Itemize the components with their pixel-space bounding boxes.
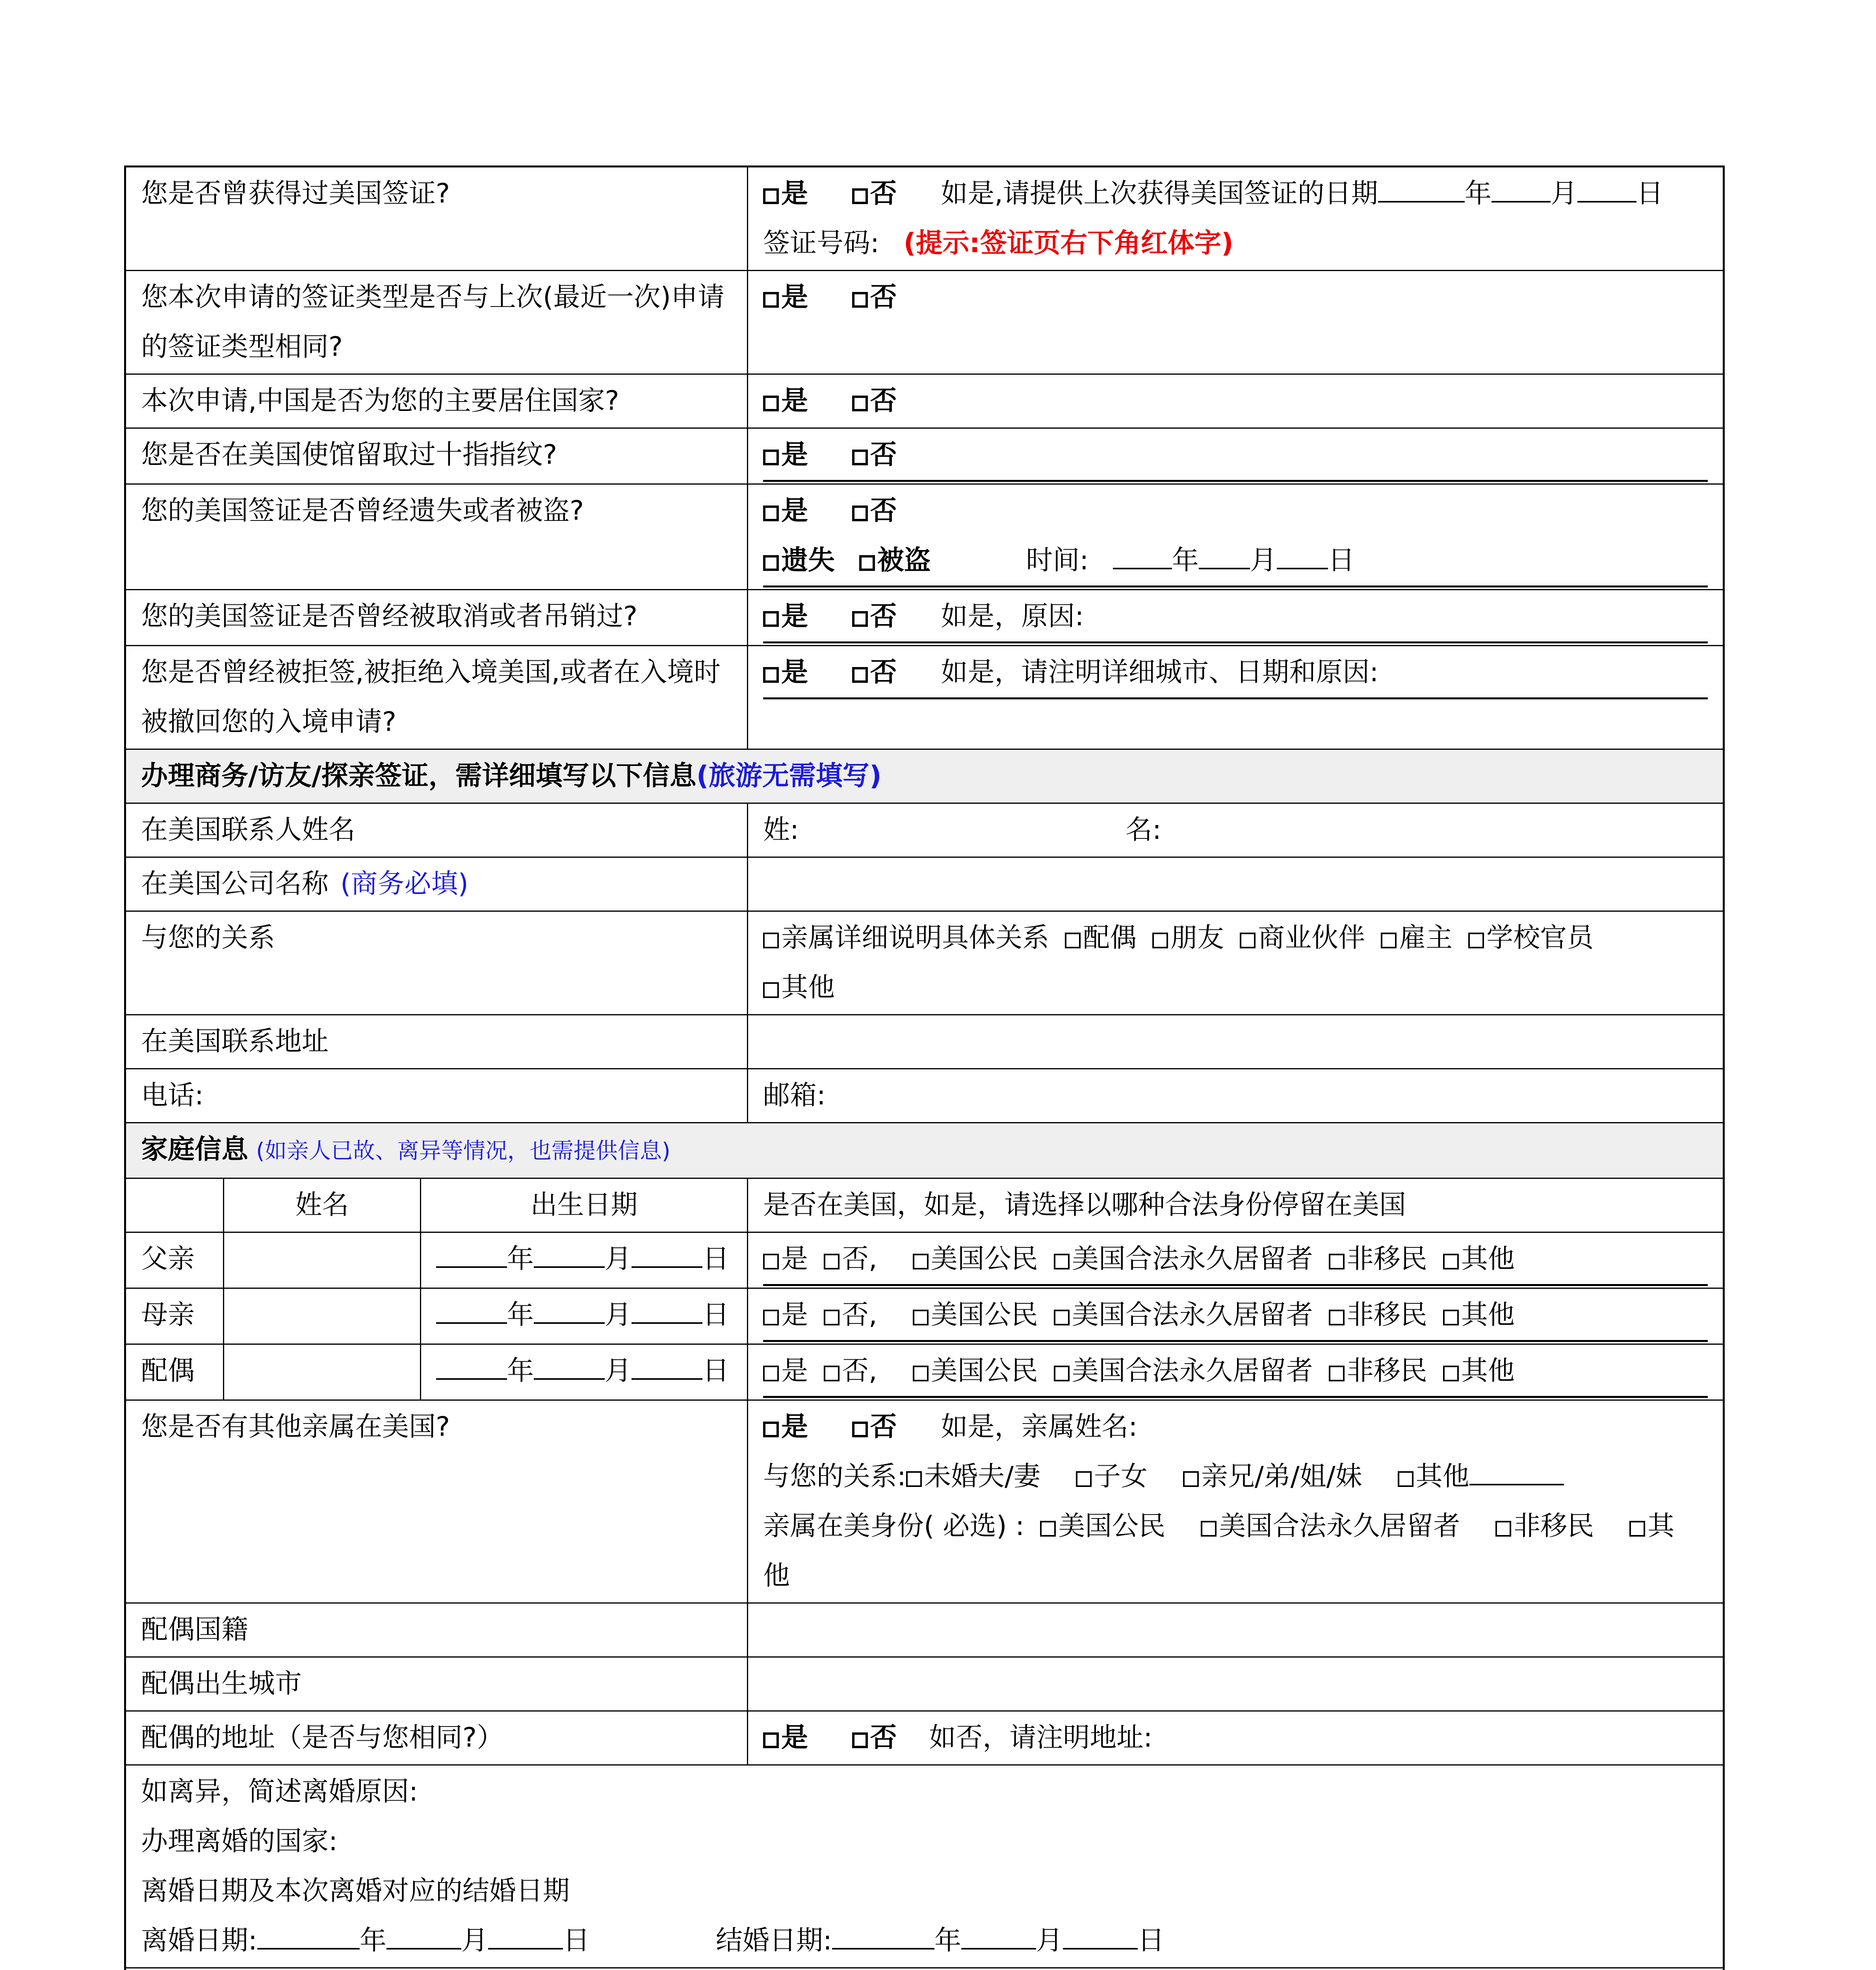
residence-yes[interactable]: 是 [763,385,808,416]
status-other[interactable]: 其他 [1443,1243,1515,1275]
relative-other-field[interactable] [1469,1460,1564,1485]
refused-no[interactable]: 否 [852,657,897,688]
business-header-note: (旅游无需填写) [696,760,882,792]
row-revoked: 您的美国签证是否曾经被取消或者吊销过? 是 否 如是，原因: [125,590,1724,646]
checkbox-icon [763,396,779,411]
business-header: 办理商务/访友/探亲签证，需详细填写以下信息 [141,760,697,792]
checkbox-icon [763,933,779,948]
divorce-day-field[interactable] [488,1924,563,1950]
divorce-year-field[interactable] [257,1924,360,1950]
checkbox-icon [1040,1521,1056,1537]
status-nonimmigrant[interactable]: 非移民 [1329,1355,1427,1386]
status-no[interactable]: 否, [824,1299,877,1331]
checkbox-icon [852,292,868,308]
refused-yes[interactable]: 是 [763,657,808,688]
prev-visa-year-field[interactable] [1378,177,1465,203]
prev-visa-day-field[interactable] [1577,177,1636,203]
family-name-field[interactable] [224,1344,421,1400]
row-residence [125,374,1724,428]
company-note: (商务必填) [340,868,469,900]
checkbox-icon [852,396,868,411]
family-birth-field[interactable]: 年 月 日 [421,1232,748,1288]
relative-relation-option[interactable]: 亲兄/弟/姐/妹 [1183,1461,1362,1492]
checkbox-icon [763,1310,779,1325]
status-permanent[interactable]: 美国合法永久居留者 [1054,1243,1313,1275]
row-same-type [125,271,1724,374]
checkbox-icon [1381,933,1397,948]
relatives-no[interactable]: 否 [852,1411,897,1442]
row-family-header [125,1123,1724,1178]
checkbox-icon [1065,933,1081,948]
checkbox-icon [763,450,779,465]
relative-status-option[interactable]: 其 [1629,1511,1674,1542]
revoked-no[interactable]: 否 [852,601,897,632]
lost-stolen[interactable]: 被盗 [859,545,931,576]
marriage-day-field[interactable] [1063,1924,1138,1950]
fingerprint-yes[interactable]: 是 [763,439,808,470]
status-nonimmigrant[interactable]: 非移民 [1329,1243,1427,1275]
checkbox-icon [1054,1310,1070,1325]
relation-option[interactable]: 商业伙伴 [1240,922,1365,953]
relation-options [748,911,1724,1015]
marriage-month-field[interactable] [961,1924,1036,1950]
lost-lost[interactable]: 遗失 [763,545,835,576]
row-fingerprint [125,428,1724,484]
lost-year-field[interactable] [1113,544,1172,569]
family-row: 配偶 年 月 日 是 否, 美国公民 美国合法永久居留者 非移民 其他 [125,1344,1724,1400]
phone-field[interactable]: 电话: [125,1069,748,1123]
row-refused: 您是否曾经被拒签,被拒绝入境美国,或者在入境时被撤回您的入境申请? 是 否 如是，请注明详细城市、日期和原因: [125,646,1724,749]
checkbox-icon [763,667,779,683]
status-citizen[interactable]: 美国公民 [913,1243,1038,1275]
revoked-yes[interactable]: 是 [763,601,808,632]
family-row: 父亲 年 月 日 是 否, 美国公民 美国合法永久居留者 非移民 其他 [125,1232,1724,1288]
residence-question: 本次申请,中国是否为您的主要居住国家? [125,374,748,428]
checkbox-icon [1201,1521,1217,1537]
prev-visa-question: 您是否曾获得过美国签证? [125,167,748,271]
relatives-yes[interactable]: 是 [763,1411,808,1442]
relative-relation-option[interactable]: 其他 [1398,1461,1469,1492]
lost-day-field[interactable] [1277,544,1328,569]
checkbox-icon [852,450,868,465]
spouse-nationality-field[interactable] [748,1603,1724,1657]
checkbox-icon [763,555,779,571]
checkbox-icon [852,1732,868,1748]
status-yes[interactable]: 是 [763,1355,808,1386]
relative-status-option[interactable]: 美国合法永久居留者 [1201,1511,1460,1542]
visa-number-hint: (提示:签证页右下角红体字) [903,228,1233,259]
family-name-field[interactable] [224,1232,421,1288]
relation-option[interactable]: 学校官员 [1468,922,1594,953]
row-lost: 您的美国签证是否曾经遗失或者被盗? 是 否 遗失 被盗 时间: 年 月 日 [125,484,1724,590]
checkbox-icon [913,1310,929,1325]
checkbox-icon [852,611,868,627]
family-name-field[interactable] [224,1288,421,1344]
checkbox-icon [763,1366,779,1381]
same-type-question: 您本次申请的签证类型是否与上次(最近一次)申请的签证类型相同? [125,271,748,374]
relation-option[interactable]: 其他 [763,972,835,1003]
checkbox-icon [763,506,779,521]
checkbox-icon [1054,1254,1070,1269]
status-other[interactable]: 其他 [1443,1299,1515,1331]
refused-question: 您是否曾经被拒签,被拒绝入境美国,或者在入境时被撤回您的入境申请? [125,646,748,749]
company-field[interactable] [748,857,1724,911]
row-relatives: 您是否有其他亲属在美国? 是 否 如是，亲属姓名: 与您的关系: 未婚夫/妻 子女 亲兄/弟/姐/妹 其他 亲属在美身份( 必选) : 美国公民 美国合法永久居留者 非移民 其 他 [125,1400,1724,1603]
checkbox-icon [763,188,779,204]
family-birth-field[interactable]: 年 月 日 [421,1288,748,1344]
relation-option[interactable]: 配偶 [1065,922,1137,953]
checkbox-icon [906,1471,922,1487]
checkbox-icon [1054,1366,1070,1381]
relation-option[interactable]: 亲属详细说明具体关系 [763,922,1049,953]
status-other[interactable]: 其他 [1443,1355,1515,1386]
row-relation: 与您的关系 亲属详细说明具体关系 配偶 朋友 商业伙伴 雇主 学校官员 其他 [125,911,1724,1015]
family-header-note: (如亲人已故、离异等情况，也需提供信息) [256,1138,671,1164]
checkbox-icon [1240,933,1256,948]
prev-visa-yes[interactable]: 是 [763,178,808,209]
family-birth-field[interactable]: 年 月 日 [421,1344,748,1400]
visa-form [124,165,1723,1970]
residence-no[interactable]: 否 [852,385,897,416]
spouse-address-yes[interactable]: 是 [763,1722,808,1753]
checkbox-icon [1152,933,1168,948]
checkbox-icon [1468,933,1484,948]
row-business-header [125,749,1724,803]
checkbox-icon [1329,1310,1345,1325]
surname-field[interactable]: 姓: [763,814,799,846]
checkbox-icon [763,982,779,998]
checkbox-icon [1629,1521,1645,1537]
fingerprint-question: 您是否在美国使馆留取过十指指纹? [125,428,748,484]
status-permanent[interactable]: 美国合法永久居留者 [1054,1299,1313,1331]
given-name-field[interactable]: 名: [1126,814,1161,846]
spouse-address-no[interactable]: 否 [852,1722,897,1753]
email-field[interactable]: 邮箱: [748,1069,1724,1123]
row-family-columns: 姓名 出生日期 是否在美国，如是，请选择以哪种合法身份停留在美国 [125,1178,1724,1232]
status-no[interactable]: 否, [824,1243,877,1275]
spouse-birth-city-field[interactable] [748,1657,1724,1711]
status-no[interactable]: 否, [824,1355,877,1386]
status-permanent[interactable]: 美国合法永久居留者 [1054,1355,1313,1386]
form-table [124,165,1725,1970]
marriage-year-field[interactable] [832,1924,934,1950]
family-row: 母亲 年 月 日 是 否, 美国公民 美国合法永久居留者 非移民 其他 [125,1288,1724,1344]
lost-month-field[interactable] [1199,544,1250,569]
relative-relation-option[interactable]: 子女 [1076,1461,1148,1492]
checkbox-icon [1443,1366,1459,1381]
checkbox-icon [913,1254,929,1269]
row-contact-name: 在美国联系人姓名 姓: 名: [125,803,1724,857]
checkbox-icon [763,1254,779,1269]
row-divorce: 如离异，简述离婚原因: 办理离婚的国家: 离婚日期及本次离婚对应的结婚日期 离婚日期: 年 月 日 结婚日期: 年 月 日 [125,1765,1724,1968]
revoked-question: 您的美国签证是否曾经被取消或者吊销过? [125,590,748,646]
prev-visa-answer: 是 否 如是,请提供上次获得美国签证的日期 年 月 日 签证号码: (提示:签证页右下角红体字) [748,167,1724,271]
same-type-yes[interactable]: 是 [763,282,808,313]
prev-visa-month-field[interactable] [1492,177,1551,203]
row-spouse-nationality: 配偶国籍 [125,1603,1724,1657]
checkbox-icon [1076,1471,1092,1487]
checkbox-icon [852,667,868,683]
checkbox-icon [1183,1471,1199,1487]
lost-question: 您的美国签证是否曾经遗失或者被盗? [125,484,748,590]
status-nonimmigrant[interactable]: 非移民 [1329,1299,1427,1331]
checkbox-icon [1329,1366,1345,1381]
checkbox-icon [1443,1310,1459,1325]
same-type-no[interactable]: 否 [852,282,897,313]
lost-yes[interactable]: 是 [763,495,808,526]
divorce-month-field[interactable] [386,1924,461,1950]
work-header [125,1968,1724,1970]
family-header: 家庭信息 [141,1134,249,1165]
relative-status-option[interactable]: 美国公民 [1040,1511,1165,1542]
row-spouse-address: 配偶的地址（是否与您相同?） 是 否 如否，请注明地址: [125,1711,1724,1765]
checkbox-icon [1443,1254,1459,1269]
row-us-address: 在美国联系地址 [125,1015,1724,1069]
checkbox-icon [1495,1521,1511,1537]
checkbox-icon [852,1422,868,1437]
us-address-field[interactable] [748,1015,1724,1069]
checkbox-icon [1329,1254,1345,1269]
checkbox-icon [763,292,779,308]
checkbox-icon [1398,1471,1414,1487]
checkbox-icon [852,188,868,204]
prev-visa-no[interactable]: 否 [852,178,897,209]
checkbox-icon [859,555,875,571]
row-spouse-birth-city: 配偶出生城市 [125,1657,1724,1711]
relatives-question: 您是否有其他亲属在美国? [125,1400,748,1603]
checkbox-icon [763,611,779,627]
row-work-header [125,1968,1724,1970]
status-citizen[interactable]: 美国公民 [913,1299,1038,1331]
lost-no[interactable]: 否 [852,495,897,526]
row-company: 在美国公司名称 (商务必填) [125,857,1724,911]
checkbox-icon [763,1732,779,1748]
status-yes[interactable]: 是 [763,1299,808,1331]
status-yes[interactable]: 是 [763,1243,808,1275]
checkbox-icon [913,1366,929,1381]
status-citizen[interactable]: 美国公民 [913,1355,1038,1386]
checkbox-icon [824,1366,840,1381]
row-phone-email [125,1069,1724,1123]
row-prev-visa [125,167,1724,271]
checkbox-icon [824,1254,840,1269]
relative-relation-option[interactable]: 未婚夫/妻 [906,1461,1040,1492]
fingerprint-no[interactable]: 否 [852,439,897,470]
checkbox-icon [824,1310,840,1325]
relative-status-option[interactable]: 非移民 [1495,1511,1594,1542]
relation-option[interactable]: 雇主 [1381,922,1453,953]
relation-option[interactable]: 朋友 [1152,922,1224,953]
checkbox-icon [763,1422,779,1437]
checkbox-icon [852,506,868,521]
